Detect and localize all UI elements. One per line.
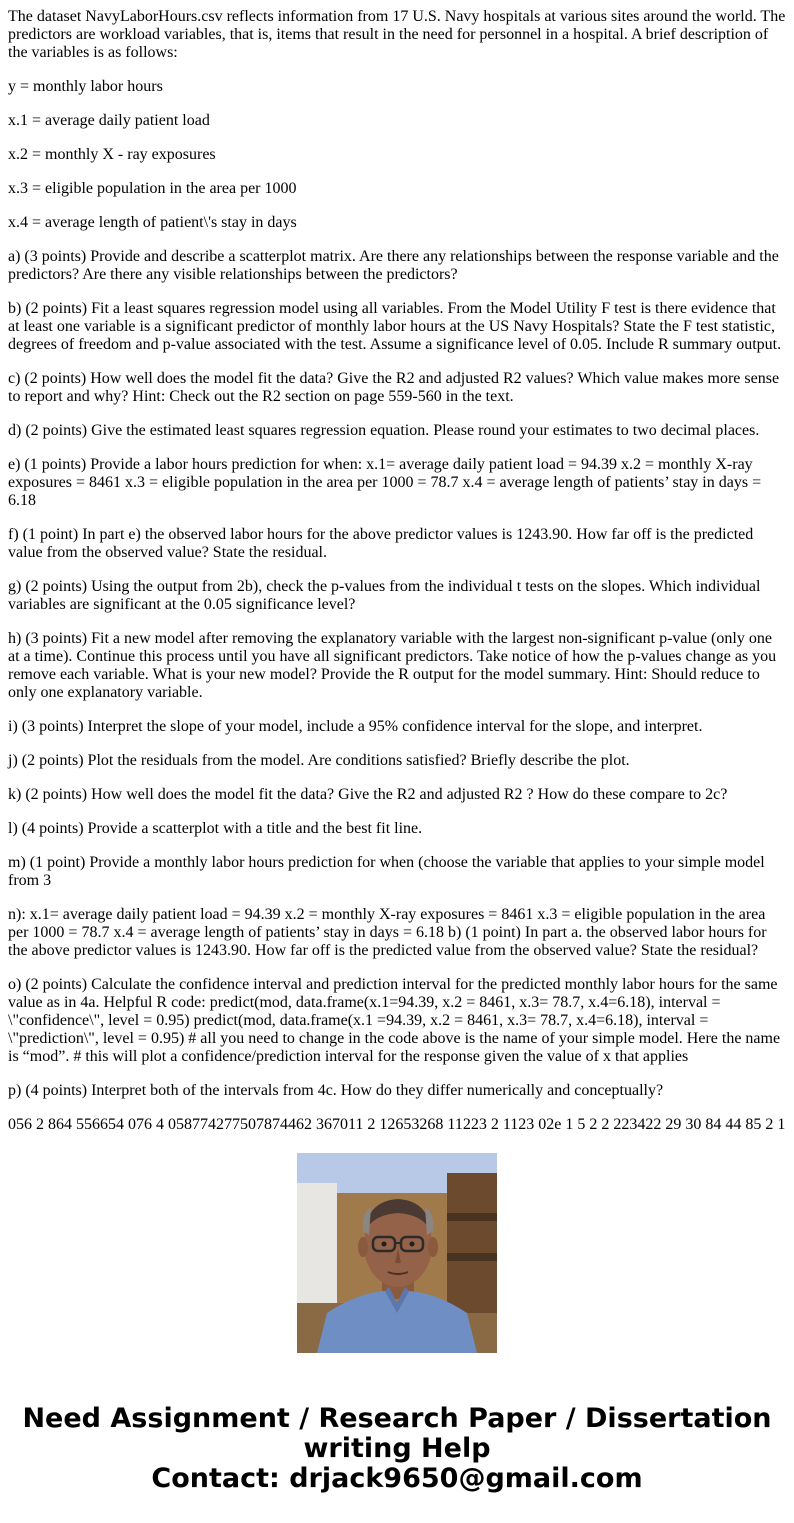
question-c: c) (2 points) How well does the model fit the data? Give the R2 and adjusted R2 values? Which value makes more sense to report and why? Hint: Check out the R2 section on page 559-560 in the text. bbox=[8, 370, 780, 405]
variable-y: y = monthly labor hours bbox=[8, 78, 163, 95]
question-d: d) (2 points) Give the estimated least squares regression equation. Please round your estimates to two decimal places. bbox=[8, 422, 760, 439]
data-number-strip: 056 2 864 556654 076 4 058774277507874462 367011 2 12653268 11223 2 1123 02e 1 5 2 2 223422 29 30 84 44 85 2 1 bbox=[8, 1116, 786, 1133]
variable-x2: x.2 = monthly X - ray exposures bbox=[8, 146, 216, 163]
question-m: m) (1 point) Provide a monthly labor hours prediction for when (choose the variable that applies to your simple model from 3 bbox=[8, 854, 765, 889]
question-g: g) (2 points) Using the output from 2b), check the p-values from the individual t tests on the slopes. Which individual variables are significant at the 0.05 significance level? bbox=[8, 578, 761, 613]
question-o: o) (2 points) Calculate the confidence interval and prediction interval for the predicted monthly labor hours for the same value as in 4a. Helpful R code: predict(mod, data.frame(x.1=94.39, x.2 = 8461, x.3= 78.7, x.4=6.18), interval = \"confidence\", level = 0.95) predict(mod, data.frame(x.1 =94.39, x.2 = 8461, x.3= 78.7, x.4=6.18), interval = \"prediction\", level = 0.95) # all you need to change in the code above is the name of your simple model. Here the name is “mod”. # this will plot a confidence/prediction interval for the response given the value of x that applies bbox=[8, 976, 781, 1065]
question-p: p) (4 points) Interpret both of the intervals from 4c. How do they differ numerically and conceptually? bbox=[8, 1082, 664, 1099]
avatar-portrait-icon bbox=[297, 1153, 497, 1353]
question-h: h) (3 points) Fit a new model after removing the explanatory variable with the largest non-significant p-value (only one at a time). Continue this process until you have all significant predictors. Take notice of how the p-values change as you remove each variable. What is your new model? Provide the R output for the model summary. Hint: Should reduce to only one explanatory variable. bbox=[8, 630, 777, 701]
question-j: j) (2 points) Plot the residuals from the model. Are conditions satisfied? Briefly describe the plot. bbox=[8, 752, 630, 769]
question-i: i) (3 points) Interpret the slope of your model, include a 95% confidence interval for the slope, and interpret. bbox=[8, 718, 703, 735]
question-l: l) (4 points) Provide a scatterplot with a title and the best fit line. bbox=[8, 820, 423, 837]
footer-contact-line: Contact: drjack9650@gmail.com bbox=[151, 1463, 643, 1494]
footer-line-2: writing Help bbox=[303, 1433, 491, 1464]
variable-x3: x.3 = eligible population in the area per 1000 bbox=[8, 180, 297, 197]
question-k: k) (2 points) How well does the model fit the data? Give the R2 and adjusted R2 ? How do these compare to 2c? bbox=[8, 786, 728, 803]
question-e: e) (1 points) Provide a labor hours prediction for when: x.1= average daily patient load = 94.39 x.2 = monthly X-ray exposures = 8461 x.3 = eligible population in the area per 1000 = 78.7 x.4 = average length of patients’ stay in days = 6.18 bbox=[8, 456, 762, 509]
variable-x4: x.4 = average length of patient\'s stay in days bbox=[8, 214, 297, 231]
question-a: a) (3 points) Provide and describe a scatterplot matrix. Are there any relationships between the response variable and the predictors? Are there any visible relationships between the predictors? bbox=[8, 248, 779, 283]
question-b: b) (2 points) Fit a least squares regression model using all variables. From the Model Utility F test is there evidence that at least one variable is a significant predictor of monthly labor hours at the US Navy Hospitals? State the F test statistic, degrees of freedom and p-value associated with the test. Assume a significance level of 0.05. Include R summary output. bbox=[8, 300, 782, 353]
footer-banner bbox=[0, 1404, 794, 1494]
document-body bbox=[8, 0, 786, 1133]
variable-x1: x.1 = average daily patient load bbox=[8, 112, 210, 129]
footer-line-1: Need Assignment / Research Paper / Dissertation bbox=[22, 1403, 772, 1434]
avatar bbox=[297, 1153, 497, 1353]
question-n: n): x.1= average daily patient load = 94.39 x.2 = monthly X-ray exposures = 8461 x.3 = eligible population in the area per 1000 = 78.7 x.4 = average length of patients’ stay in days = 6.18 b) (1 point) In part a. the observed labor hours for the above predictor values is 1243.90. How far off is the predicted value from the observed value? State the residual? bbox=[8, 906, 767, 959]
intro-paragraph: The dataset NavyLaborHours.csv reflects information from 17 U.S. Navy hospitals at various sites around the world. The predictors are workload variables, that is, items that result in the need for personnel in a hospital. A brief description of the variables is as follows: bbox=[8, 8, 786, 61]
question-f: f) (1 point) In part e) the observed labor hours for the above predictor values is 1243.90. How far off is the predicted value from the observed value? State the residual. bbox=[8, 526, 754, 561]
